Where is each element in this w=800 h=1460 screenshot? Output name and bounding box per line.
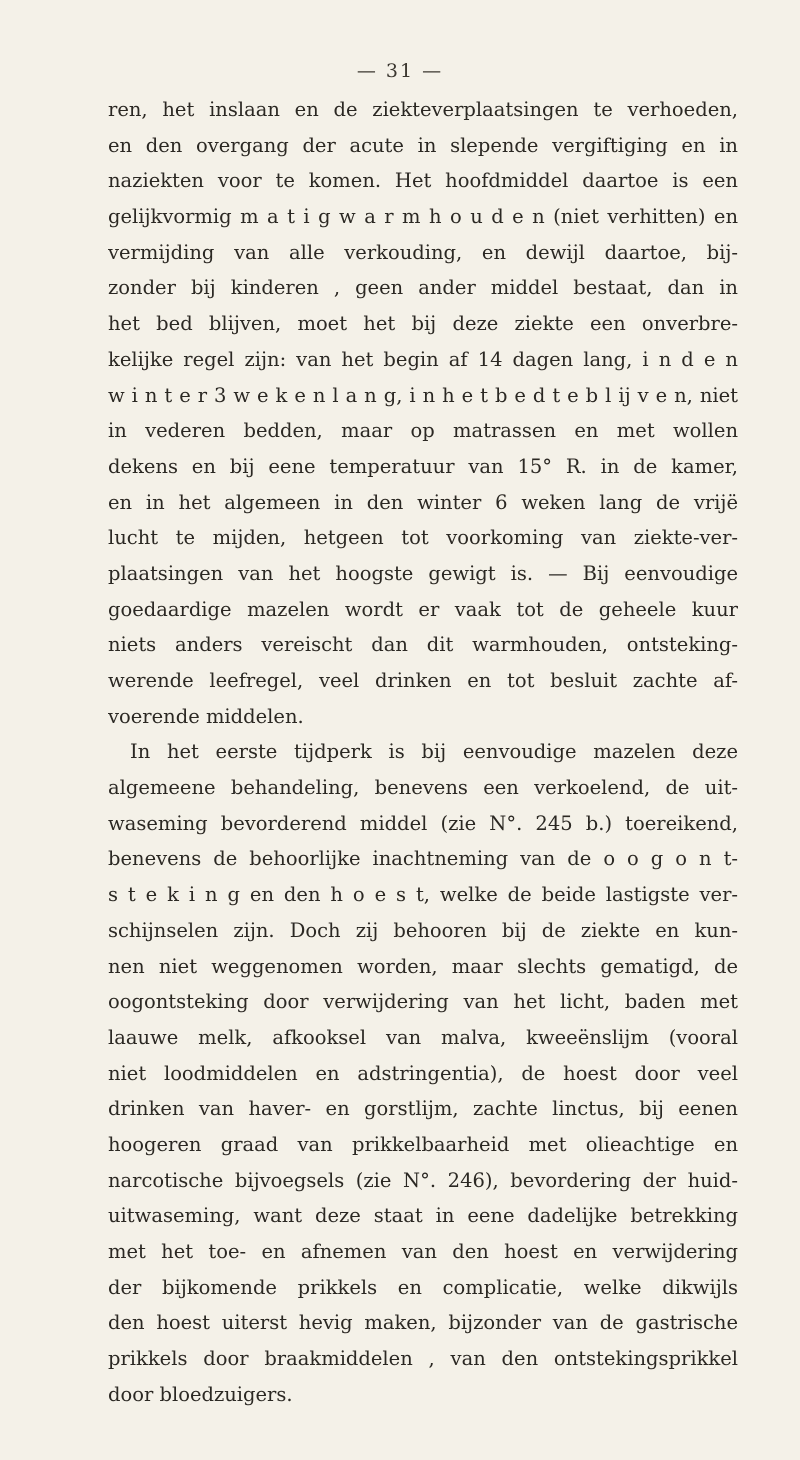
text-line: goedaardige mazelen wordt er vaak tot de geheele kuur (108, 597, 738, 621)
text-line: het bed blijven, moet het bij deze ziekte een onverbre- (108, 312, 738, 336)
text-line: nen niet weggenomen worden, maar slechts gematigd, de (108, 954, 738, 978)
page-number: — 31 — (356, 60, 444, 82)
text-line: den hoest uiterst hevig maken, bijzonder van de gastrische (108, 1311, 738, 1335)
text-line: en in het algemeen in den winter 6 weken lang de vrijë (108, 490, 738, 514)
text-line: benevens de behoorlijke inachtneming van de o o g o n t- (108, 847, 738, 871)
text-line: w i n t e r 3 w e k e n l a n g, i n h e t b e d t e b l ij v e n, niet (108, 383, 738, 407)
text-line: dekens en bij eene temperatuur van 15° R. in de kamer, (108, 454, 738, 478)
text-line: narcotische bijvoegsels (zie N°. 246), bevordering der huid- (108, 1168, 738, 1192)
text-line: niet loodmiddelen en adstringentia), de hoest door veel (108, 1061, 738, 1085)
text-line: niets anders vereischt dan dit warmhouden, ontsteking- (108, 633, 738, 657)
text-line: drinken van haver- en gorstlijm, zachte linctus, bij eenen (108, 1097, 738, 1121)
text-line: voerende middelen. (108, 704, 304, 728)
text-line: prikkels door braakmiddelen , van den ontstekingsprikkel (108, 1347, 738, 1371)
text-line: waseming bevorderend middel (zie N°. 245 b.) toereikend, (108, 811, 738, 835)
text-line: gelijkvormig m a t i g w a r m h o u d e n (niet verhitten) en (108, 205, 738, 229)
text-line: werende leefregel, veel drinken en tot besluit zachte af- (108, 669, 738, 692)
text-line: door bloedzuigers. (108, 1382, 293, 1406)
text-line: naziekten voor te komen. Het hoofdmiddel daartoe is een (108, 169, 738, 193)
text-line: zonder bij kinderen , geen ander middel bestaat, dan in (108, 276, 738, 300)
text-line: met het toe- en afnemen van den hoest en verwijdering (108, 1240, 738, 1263)
text-line: ren, het inslaan en de ziekteverplaatsingen te verhoeden, (108, 98, 738, 121)
text-line: s t e k i n g en den h o e s t, welke de beide lastigste ver- (108, 883, 738, 907)
text-line: kelijke regel zijn: van het begin af 14 dagen lang, i n d e n (108, 347, 738, 371)
text-line: vermijding van alle verkouding, en dewijl daartoe, bij- (108, 240, 738, 264)
text-line: plaatsingen van het hoogste gewigt is. — Bij eenvoudige (108, 561, 738, 585)
text-line: algemeene behandeling, benevens een verkoelend, de uit- (108, 776, 738, 800)
text-line: lucht te mijden, hetgeen tot voorkoming van ziekte-ver- (108, 526, 738, 550)
text-line: In het eerste tijdperk is bij eenvoudige mazelen deze (130, 740, 738, 764)
text-line: uitwaseming, want deze staat in eene dadelijke betrekking (108, 1204, 738, 1228)
body-text (108, 92, 738, 1412)
text-line: oogontsteking door verwijdering van het licht, baden met (108, 990, 738, 1014)
text-line: laauwe melk, afkooksel van malva, kweeënslijm (vooral (108, 1025, 738, 1049)
text-line: der bijkomende prikkels en complicatie, welke dikwijls (108, 1275, 738, 1299)
text-line: in vederen bedden, maar op matrassen en met wollen (108, 419, 738, 443)
text-line: hoogeren graad van prikkelbaarheid met olieachtige en (108, 1132, 738, 1156)
text-line: schijnselen zijn. Doch zij behooren bij de ziekte en kun- (108, 918, 738, 942)
text-line: en den overgang der acute in slepende vergiftiging en in (108, 133, 738, 157)
